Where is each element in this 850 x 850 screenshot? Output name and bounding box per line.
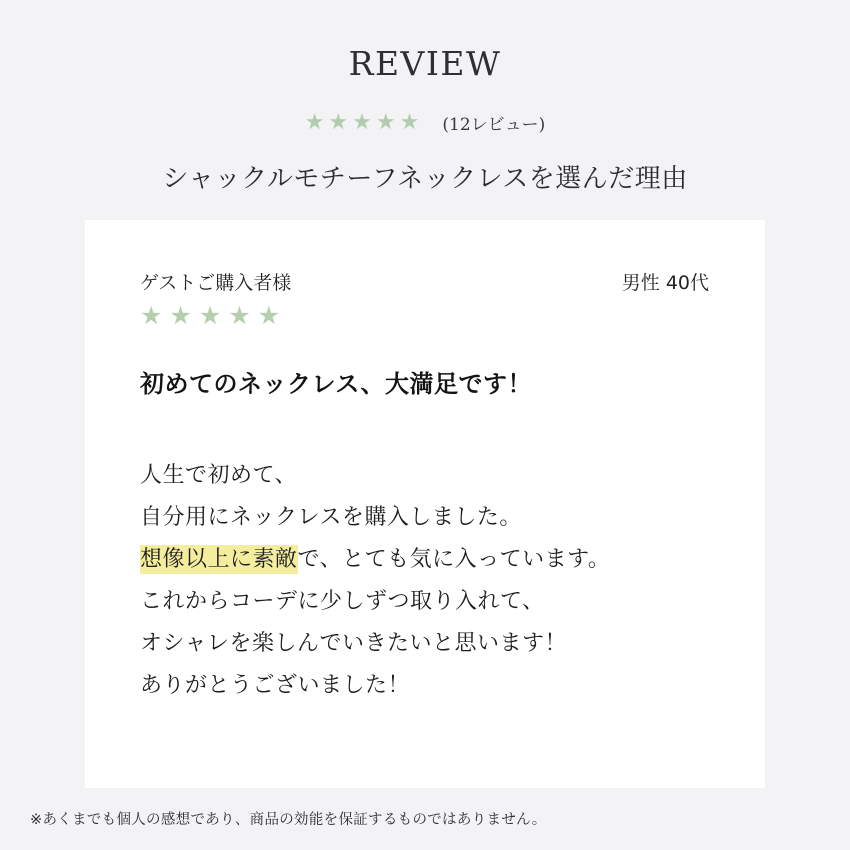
review-title: 初めてのネックレス、大満足です！ xyxy=(140,370,532,398)
review-card xyxy=(85,220,765,788)
review-body-line: これからコーデに少しずつ取り入れて、 xyxy=(140,589,545,614)
overall-rating xyxy=(0,110,850,135)
review-body-line: オシャレを楽しんでいきたいと思います！ xyxy=(140,631,568,656)
review-body-line: ありがとうございました！ xyxy=(140,673,411,698)
page-heading: シャックルモチーフネックレスを選んだ理由 xyxy=(162,164,688,194)
footer-disclaimer: ※あくまでも個人の感想であり、商品の効能を保証するものではありません。 xyxy=(30,812,547,828)
highlighted-phrase: 想像以上に素敵 xyxy=(140,547,298,572)
review-body-line: 人生で初めて、 xyxy=(140,463,298,488)
reviewer-name: ゲストご購入者様 xyxy=(140,272,292,294)
review-card-header xyxy=(140,268,709,295)
review-body-line: 自分用にネックレスを購入しました。 xyxy=(140,505,522,530)
star-rating-icons: ★★★★★ xyxy=(304,110,424,135)
review-card-content xyxy=(85,220,765,707)
review-body-line xyxy=(140,539,709,581)
review-body-line-rest: で、とても気に入っています。 xyxy=(297,547,611,572)
review-body xyxy=(140,455,709,707)
review-star-rating-icons: ★★★★★ xyxy=(140,301,288,330)
reviewer-demographic: 男性 40代 xyxy=(621,272,709,294)
review-count-label: (12レビュー) xyxy=(442,115,546,135)
section-title: REVIEW xyxy=(348,44,502,83)
